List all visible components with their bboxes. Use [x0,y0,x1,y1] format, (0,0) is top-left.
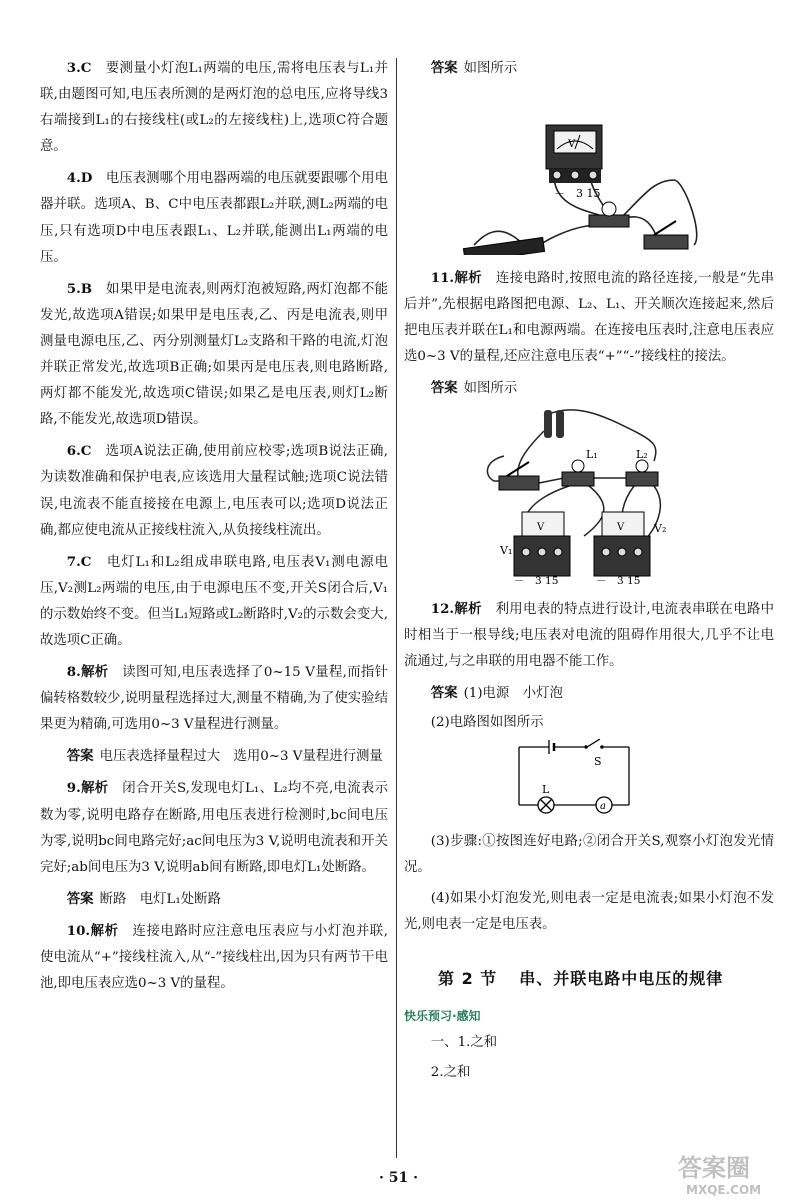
circuit-diagram-1 [404,85,774,255]
circuit-schematic [404,739,774,819]
q11-answer [404,375,774,402]
q12-answer-1-text: (1)电源 小灯泡 [463,685,563,701]
q6-text: 选项A说法正确,使用前应校零;选项B说法正确,为读数准确和保护电表,应该选用大量程试触;选项C说法错误,电流表不能直接接在电源上,电压表可以;选项D说法正确,都应使电流从正接线柱流入,从负接线柱流出。 [40,444,388,538]
answer-label: 答案 [430,380,458,397]
voltmeter-1-label: V₁ [500,543,513,557]
lamp-label: L [542,783,550,797]
q4-number: 4.D [66,170,93,187]
q11-answer-text: 如图所示 [463,381,518,397]
q12-number: 12.解析 [430,600,482,617]
page-number: · 51 · [379,1170,418,1186]
section-title: 串、并联电路中电压的规律 [519,969,724,989]
voltmeter-1-symbol: V [537,521,545,533]
answer-label: 答案 [66,748,94,765]
voltmeter-2-symbol: V [617,521,625,533]
q10-answer [404,55,774,82]
q3-number: 3.C [66,60,92,76]
section-heading [438,966,774,989]
q12-explanation [404,596,774,675]
q12-answer-1 [404,680,774,707]
q6-explanation [40,438,388,543]
meter-label: a [600,801,606,813]
q10-answer-text: 如图所示 [463,61,518,76]
left-column [40,55,388,1002]
q7-explanation [40,549,388,654]
right-column [404,55,774,1089]
answer-label: 答案 [66,890,94,907]
q5-text: 如果甲是电流表,则两灯泡被短路,两灯泡都不能发光,故选项A错误;如果甲是电压表,乙、丙是电流表,则甲测量电源电压,乙、丙分别测量灯L₂支路和干路的电流,灯泡并联正常发光,故选项B正确;如果丙是电压表,则电路断路,两灯都不能发光,故选项C错误;如果乙是电压表,则灯L₂断路,不能发光,故选项D错误。 [40,281,389,428]
figure-two-voltmeters [404,406,774,590]
q9-number: 9.解析 [66,780,109,797]
q8-explanation [40,659,388,738]
voltmeter-2-label: V₂ [654,521,667,535]
switch-label: S [594,755,602,769]
q12-text: 利用电表的特点进行设计,电流表串联在电路中时相当于一根导线;电压表对电流的阻碍作用很大,几乎不让电流通过,与之串联的用电器不能工作。 [404,601,775,669]
q12-answer-2: (2)电路图如图所示 [430,714,544,730]
subsection-heading: 快乐预习·感知 [404,1009,481,1024]
q10-text: 连接电路时应注意电压表应与小灯泡并联,使电流从“+”接线柱流入,从“-”接线柱出,因为只有两节干电池,即电压表应选0~3 V的量程。 [40,923,389,992]
q10-explanation [40,918,388,997]
q12-answer-4: (4)如果小灯泡发光,则电表一定是电流表;如果小灯泡不发光,则电表一定是电压表。 [404,891,774,933]
voltmeter-symbol: V [568,139,576,151]
watermark-url: MXQE.COM [686,1183,762,1197]
figure-circuit-schematic [404,739,774,823]
q8-number: 8.解析 [66,664,109,681]
column-divider [396,58,397,1158]
q7-number: 7.C [66,553,92,570]
lamp-1-label: L₁ [586,447,598,461]
q5-number: 5.B [66,280,93,297]
voltmeter-2-terminals: － 3 15 [596,574,641,586]
preview-item-2: 2.之和 [430,1064,471,1080]
figure-voltmeter-circuit [404,85,774,259]
watermark-text: 答案圈 [678,1154,750,1182]
q4-explanation [40,165,388,270]
voltmeter-1-terminals: － 3 15 [514,574,559,586]
q9-text: 闭合开关S,发现电灯L₁、L₂均不亮,电流表示数为零,说明电路存在断路,用电压表进行检测时,bc间电压为零,说明bc间电路完好;ac间电压为3 V,说明电流表和开关完好;ab间电压为3 V,说明ab间有断路,即电灯L₁处断路。 [40,781,388,875]
voltmeter-terminal-labels: － 3 15 [554,187,601,201]
q8-text: 读图可知,电压表选择了0~15 V量程,而指针偏转格数较少,说明量程选择过大,测量不精确,为了使实验结果更为精确,可选用0~3 V量程进行测量。 [40,665,389,733]
q11-explanation [404,265,774,370]
q8-answer [40,743,388,770]
lamp-2-label: L₂ [636,447,648,461]
q4-text: 电压表测哪个用电器两端的电压就要跟哪个用电器并联。选项A、B、C中电压表都跟L₂并联,测L₂两端的电压,只有选项D中电压表跟L₁、L₂并联,能测出L₁两端的电压。 [40,171,388,265]
q9-explanation [40,775,388,880]
q5-explanation [40,276,388,434]
watermark-logo [672,1148,790,1198]
q3-text: 要测量小灯泡L₁两端的电压,需将电压表与L₁并联,由题图可知,电压表所测的是两灯泡的总电压,应将导线3右端接到L₁的右接线柱(或L₂的左接线柱)上,选项C符合题意。 [40,61,389,155]
section-number: 第 2 节 [438,969,498,989]
q11-text: 连接电路时,按照电流的路径连接,一般是“先串后并”,先根据电路图把电源、L₂、L₁、开关顺次连接起来,然后把电压表并联在L₁和电源两端。在连接电压表时,注意电压表应选0~3 V的量程,还应注意电压表“+”“-”接线柱的接法。 [404,271,775,365]
answer-label: 答案 [430,60,458,76]
answer-label: 答案 [430,684,458,701]
circuit-diagram-2 [404,406,774,586]
q9-answer [40,886,388,913]
q10-number: 10.解析 [66,922,119,939]
q8-answer-text: 电压表选择量程过大 选用0~3 V量程进行测量 [99,749,383,765]
q12-answer-3: (3)步骤:①按图连好电路;②闭合开关S,观察小灯泡发光情况。 [404,834,774,876]
q3-explanation [40,55,388,160]
q6-number: 6.C [66,443,92,460]
q9-answer-text: 断路 电灯L₁处断路 [99,891,221,907]
q7-text: 电灯L₁和L₂组成串联电路,电压表V₁测电源电压,V₂测L₂两端的电压,由于电源电压不变,开关S闭合后,V₁的示数始终不变。但当L₁短路或L₂断路时,V₂的示数会变大,故选项C正确。 [40,554,388,648]
preview-item-1: 一、1.之和 [430,1035,498,1051]
q11-number: 11.解析 [430,270,483,287]
